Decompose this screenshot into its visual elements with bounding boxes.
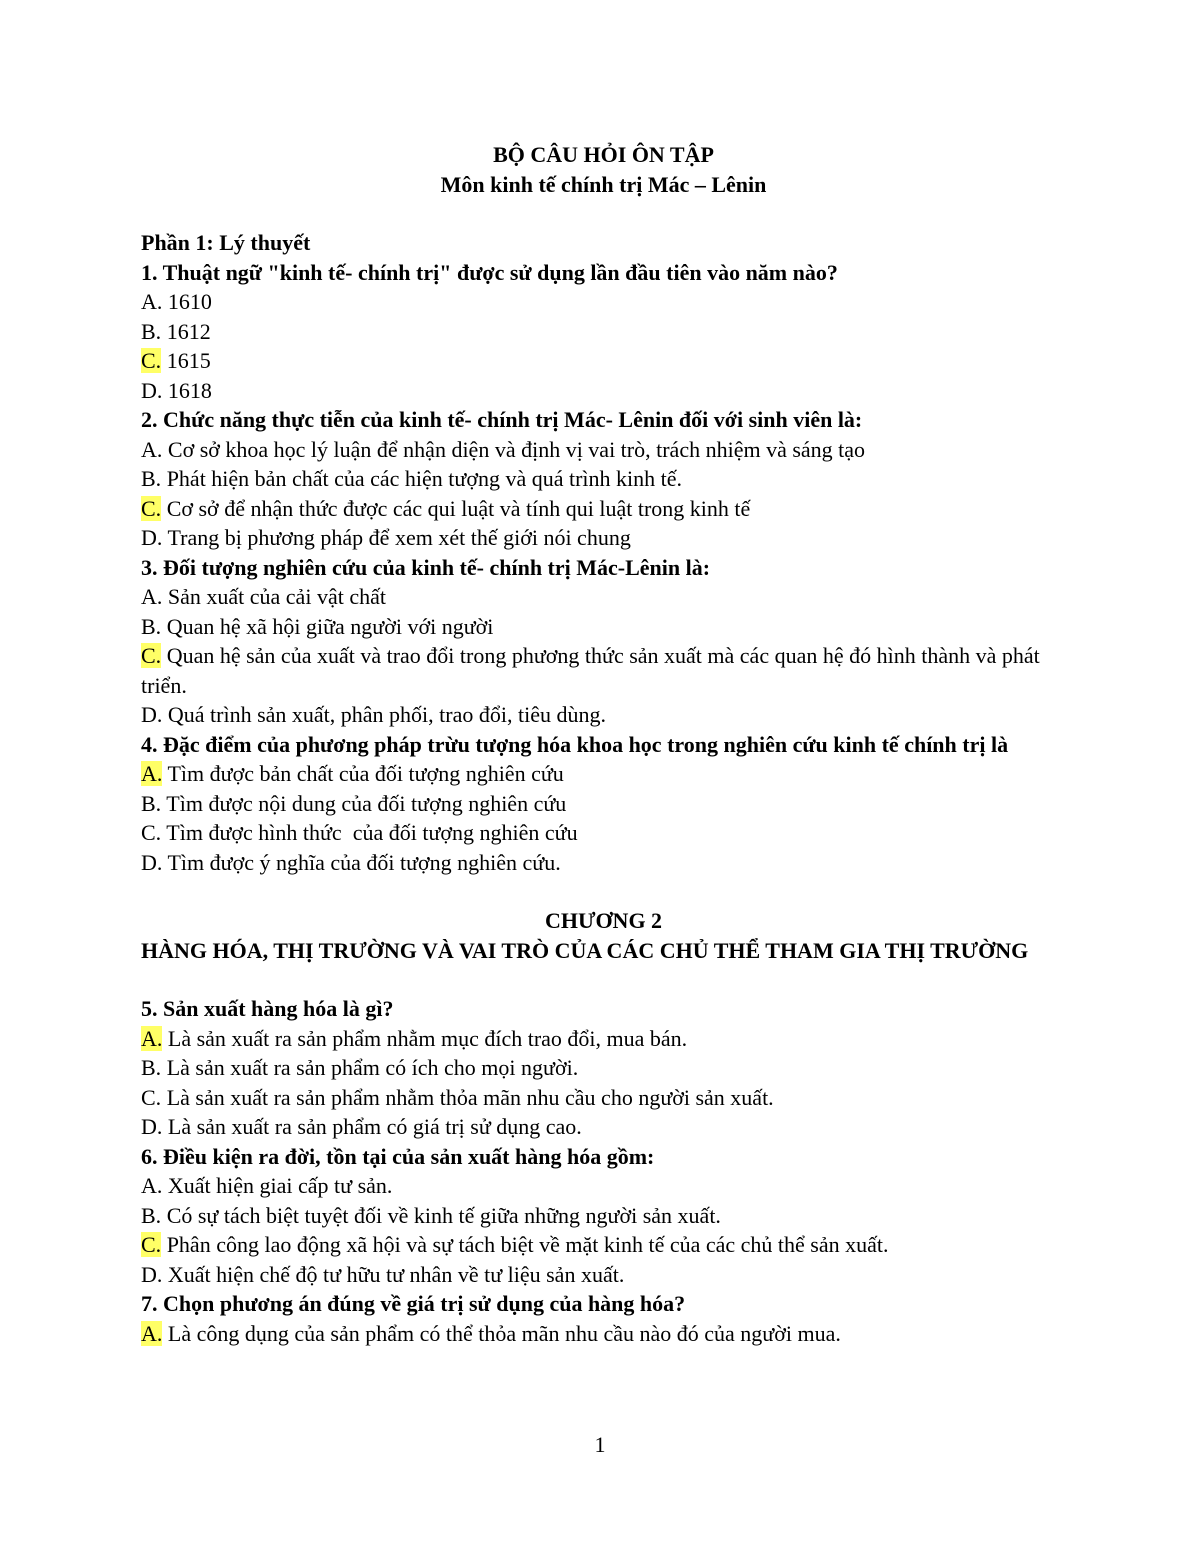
question-3: 3. Đối tượng nghiên cứu của kinh tế- chính trị Mác-Lênin là:	[141, 554, 711, 580]
option-text: 1612	[161, 318, 211, 344]
option-text: Xuất hiện giai cấp tư sản.	[162, 1173, 393, 1198]
option-label: D.	[141, 849, 163, 875]
document-subtitle: Môn kinh tế chính trị Mác – Lênin	[440, 171, 767, 197]
option-text: Là sản xuất ra sản phẩm nhằm thỏa mãn nhu cầu cho người sản xuất.	[161, 1084, 774, 1110]
chapter-title: HÀNG HÓA, THỊ TRƯỜNG VÀ VAI TRÒ CỦA CÁC CHỦ THỂ THAM GIA THỊ TRƯỜNG	[141, 937, 1029, 963]
answer-highlight: C.	[141, 1232, 162, 1257]
option-text: Là sản xuất ra sản phẩm có giá trị sử dụng cao.	[162, 1114, 582, 1139]
option-label: A.	[141, 584, 163, 609]
option-label: D.	[141, 377, 163, 403]
option-text: Trang bị phương pháp để xem xét thế giới nói chung	[162, 525, 631, 550]
q6-option-c	[141, 1230, 1066, 1260]
option-text: Có sự tách biệt tuyệt đối về kinh tế giữa những người sản xuất.	[161, 1202, 721, 1228]
option-label: B.	[141, 1202, 162, 1228]
answer-highlight: A.	[141, 1025, 163, 1051]
option-label: A.	[141, 436, 163, 462]
q1-option-c	[141, 346, 1066, 376]
option-label: B.	[141, 790, 162, 816]
q5-option-d	[141, 1112, 1066, 1142]
q4-option-d	[141, 848, 1066, 878]
option-text: Tìm được hình thức của đối tượng nghiên cứu	[161, 820, 578, 845]
option-text: 1615	[161, 348, 211, 373]
answer-highlight: A.	[141, 761, 163, 786]
q7-option-a	[141, 1319, 1066, 1349]
q2-option-a	[141, 435, 1066, 465]
option-label: B.	[141, 466, 162, 491]
option-text: Cơ sở để nhận thức được các qui luật và tính qui luật trong kinh tế	[161, 495, 751, 521]
option-label: B.	[141, 318, 162, 344]
q2-option-c	[141, 494, 1066, 524]
option-text: 1618	[162, 377, 212, 403]
option-label: C.	[141, 820, 162, 845]
q4-option-b	[141, 789, 1066, 819]
q4-option-c	[141, 818, 1066, 848]
option-text: Tìm được nội dung của đối tượng nghiên cứu	[161, 790, 567, 816]
question-7: 7. Chọn phương án đúng về giá trị sử dụng của hàng hóa?	[141, 1291, 686, 1316]
option-label: A.	[141, 1173, 163, 1198]
question-1: 1. Thuật ngữ "kinh tế- chính trị" được sử dụng lần đầu tiên vào năm nào?	[141, 259, 838, 285]
q4-option-a	[141, 759, 1066, 789]
option-label: D.	[141, 525, 163, 550]
q1-option-a	[141, 287, 1066, 317]
q3-option-c	[141, 641, 1066, 700]
question-4: 4. Đặc điểm của phương pháp trừu tượng hóa khoa học trong nghiên cứu kinh tế chính trị là	[141, 731, 1009, 757]
option-text: Phát hiện bản chất của các hiện tượng và quá trình kinh tế.	[161, 466, 683, 491]
option-text: Cơ sở khoa học lý luận để nhận diện và định vị vai trò, trách nhiệm và sáng tạo	[162, 436, 866, 462]
option-text: Là công dụng của sản phẩm có thể thỏa mãn nhu cầu nào đó của người mua.	[162, 1320, 841, 1346]
question-5: 5. Sản xuất hàng hóa là gì?	[141, 996, 394, 1021]
q3-option-d	[141, 700, 1066, 730]
document-body	[141, 140, 1066, 1348]
q1-option-b	[141, 317, 1066, 347]
part1-heading: Phần 1: Lý thuyết	[141, 230, 311, 255]
option-text: Quan hệ xã hội giữa người với người	[161, 613, 494, 639]
q5-option-a	[141, 1024, 1066, 1054]
q2-option-d	[141, 523, 1066, 553]
answer-highlight: C.	[141, 348, 162, 373]
document-title: BỘ CÂU HỎI ÔN TẬP	[493, 142, 714, 167]
option-label: D.	[141, 1114, 163, 1139]
option-text: Sản xuất của cải vật chất	[162, 584, 386, 609]
answer-highlight: A.	[141, 1320, 163, 1346]
option-label: D.	[141, 1261, 163, 1287]
option-label: D.	[141, 702, 163, 727]
answer-highlight: C.	[141, 495, 162, 521]
q6-option-b	[141, 1201, 1066, 1231]
answer-highlight: C.	[141, 643, 162, 668]
chapter-heading: CHƯƠNG 2	[544, 908, 663, 933]
option-text: Quá trình sản xuất, phân phối, trao đổi, tiêu dùng.	[162, 702, 606, 727]
option-text: Phân công lao động xã hội và sự tách biệt về mặt kinh tế của các chủ thể sản xuất.	[161, 1232, 889, 1257]
option-label: C.	[141, 1084, 162, 1110]
q6-option-a	[141, 1171, 1066, 1201]
question-2: 2. Chức năng thực tiễn của kinh tế- chính trị Mác- Lênin đối với sinh viên là:	[141, 407, 863, 432]
page-number: 1	[594, 1432, 606, 1457]
option-text: 1610	[162, 289, 212, 314]
question-6: 6. Điều kiện ra đời, tồn tại của sản xuất hàng hóa gồm:	[141, 1143, 655, 1169]
q6-option-d	[141, 1260, 1066, 1290]
q2-option-b	[141, 464, 1066, 494]
option-text: Xuất hiện chế độ tư hữu tư nhân về tư liệu sản xuất.	[162, 1261, 625, 1287]
option-text: Tìm được ý nghĩa của đối tượng nghiên cứu.	[162, 849, 561, 875]
option-label: B.	[141, 1055, 162, 1080]
option-text: Là sản xuất ra sản phẩm có ích cho mọi người.	[161, 1055, 579, 1080]
option-label: B.	[141, 613, 162, 639]
option-text: Quan hệ sản của xuất và trao đổi trong phương thức sản xuất mà các quan hệ đó hình thành và phát triển.	[141, 643, 1040, 698]
q3-option-b	[141, 612, 1066, 642]
q1-option-d	[141, 376, 1066, 406]
q5-option-c	[141, 1083, 1066, 1113]
q5-option-b	[141, 1053, 1066, 1083]
option-label: A.	[141, 289, 163, 314]
option-text: Là sản xuất ra sản phẩm nhằm mục đích trao đổi, mua bán.	[162, 1025, 688, 1051]
q3-option-a	[141, 582, 1066, 612]
option-text: Tìm được bản chất của đối tượng nghiên cứu	[162, 761, 564, 786]
